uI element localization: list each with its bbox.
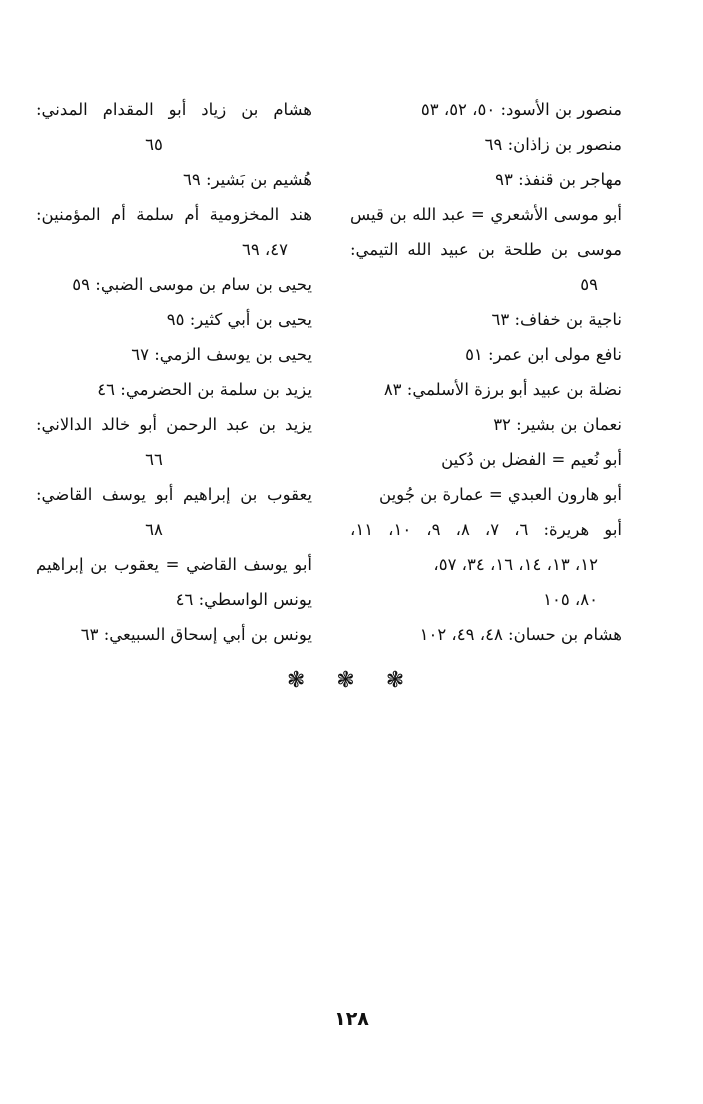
index-entry: أبو هريرة: ٦، ٧، ٨، ٩، ١٠، ١١، [350, 520, 622, 539]
index-entry: هند المخزومية أم سلمة أم المؤمنين: [36, 205, 312, 224]
index-entry: نافع مولى ابن عمر: ٥١ [465, 345, 622, 364]
index-entry: أبو نُعيم = الفضل بن دُكين [441, 450, 622, 469]
index-column-left [36, 92, 312, 652]
index-entry: يعقوب بن إبراهيم أبو يوسف القاضي: [36, 485, 312, 504]
index-entry: نضلة بن عبيد أبو برزة الأسلمي: ٨٣ [383, 380, 622, 399]
index-entry: يونس بن أبي إسحاق السبيعي: ٦٣ [80, 625, 312, 644]
index-column-right [350, 92, 622, 652]
index-entry: موسى بن طلحة بن عبيد الله التيمي: [350, 240, 622, 259]
index-entry: منصور بن الأسود: ٥٠، ٥٢، ٥٣ [420, 100, 622, 119]
index-entry: منصور بن زاذان: ٦٩ [484, 135, 622, 154]
index-entry-continuation: ٦٥ [145, 135, 163, 154]
index-entry: أبو هارون العبدي = عمارة بن جُوين [379, 485, 622, 504]
index-entry: يزيد بن عبد الرحمن أبو خالد الدالاني: [36, 415, 312, 434]
index-entry: أبو يوسف القاضي = يعقوب بن إبراهيم [36, 555, 312, 574]
index-entry-continuation: ٦٨ [145, 520, 163, 539]
section-separator: ❃ ❃ ❃ [286, 668, 417, 693]
index-entry: هشام بن زياد أبو المقدام المدني: [36, 100, 312, 119]
index-entry: ناجية بن خفاف: ٦٣ [491, 310, 622, 329]
index-entry: يحيى بن يوسف الزمي: ٦٧ [131, 345, 312, 364]
index-entry: يونس الواسطي: ٤٦ [175, 590, 312, 609]
index-entry: يزيد بن سلمة بن الحضرمي: ٤٦ [97, 380, 312, 399]
index-entry: يحيى بن سام بن موسى الضبي: ٥٩ [72, 275, 312, 294]
index-entry: هُشيم بن بَشير: ٦٩ [183, 170, 312, 189]
index-entry-continuation: ٨٠، ١٠٥ [543, 590, 598, 609]
index-entry-continuation: ٤٧، ٦٩ [241, 240, 288, 259]
index-entry-continuation: ٥٩ [580, 275, 598, 294]
index-entry-continuation: ٦٦ [145, 450, 163, 469]
index-entry: نعمان بن بشير: ٣٢ [493, 415, 622, 434]
index-entry: مهاجر بن قنفذ: ٩٣ [495, 170, 622, 189]
index-entry: أبو موسى الأشعري = عبد الله بن قيس [350, 205, 622, 224]
index-entry: هشام بن حسان: ٤٨، ٤٩، ١٠٢ [419, 625, 622, 644]
index-entry: يحيى بن أبي كثير: ٩٥ [166, 310, 312, 329]
page-number: ١٢٨ [334, 1008, 369, 1030]
index-entry-continuation: ١٢، ١٣، ١٤، ١٦، ٣٤، ٥٧، [433, 555, 598, 574]
